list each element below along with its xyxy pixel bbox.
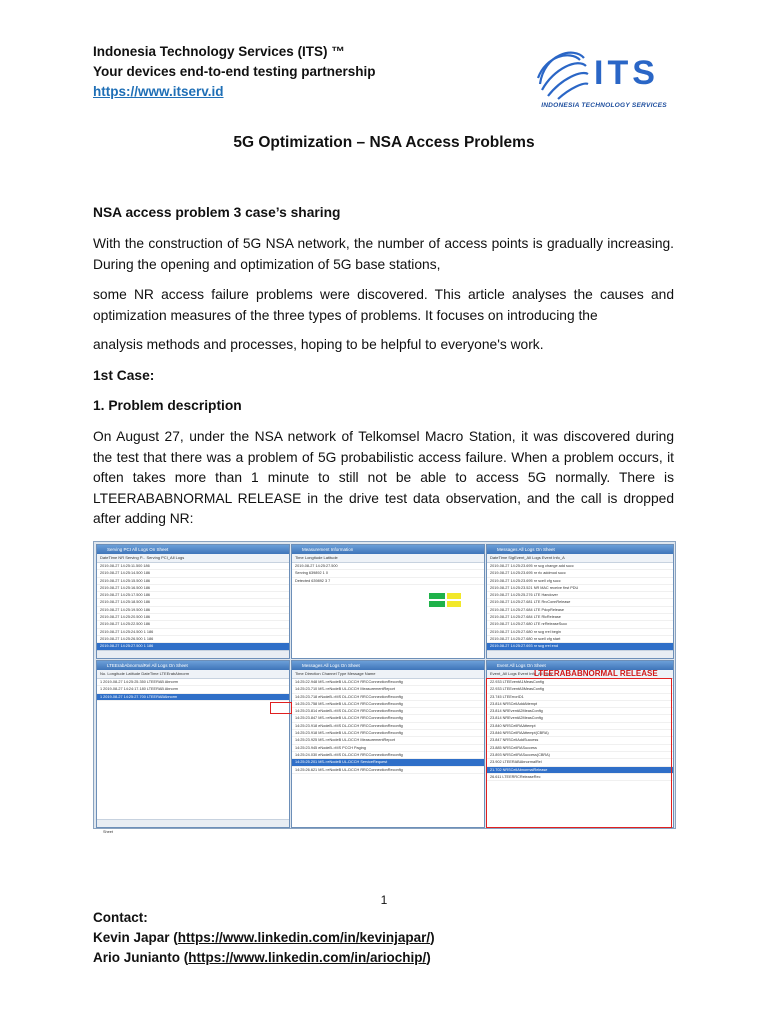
table-row: 2019-08-27 14:25:27.684 LTE RlcRelease (487, 614, 673, 621)
table-row: Detected 639892 3 7 (292, 578, 484, 585)
table-row: 23.846 NRSCellRAAttempt(CBRA) (487, 730, 673, 737)
table-row: 1 2019-08-27 14:25:27.700 LTEERABAbnorm (97, 694, 289, 701)
contact-ario: Ario Junianto (https://www.linkedin.com/in/ariochip/) (93, 950, 431, 965)
pane-sig-events: Messages All Logs On Sheet DateTime SigEvent_All Logs Event Info_A 2019-08-27 14:25:23.695 nr scg change add succ 2019-08-27 14:25:23.695 nr rlc addmod succ 2019-08-27 14:25:23.695 nr scell cfg succ 2019-08-27 14:25:23.521 NR MAC receive first PDU 2019-08-27 14:25:25.276 LTE Handover 2019-08-27 14:25:27.681 LTE RrcConnRelease 2019-08-27 14:25:27.684 LTE PdcpRelease 2019-08-27 14:25:27.684 LTE RlcRelease 2019-08-27 14:25:27.680 LTE nrReleaseSucc 2019-08-27 14:25:27.680 nr scg rrel begin 2019-08-27 14:25:27.680 nr scell cfg start 2019-08-27 14:25:27.693 nr scg rrel end (486, 544, 674, 659)
page-number: 1 (380, 893, 388, 907)
table-row: 26.611 LTEERRCReleaseRec (487, 774, 673, 781)
table-row: 2019-08-27 14:25:25.276 LTE Handover (487, 592, 673, 599)
table-row: 2019-08-27 14:25:17.500 186 (97, 592, 289, 599)
heading-text: NSA access problem 3 case’s sharing (93, 205, 341, 220)
case-text: 1st Case: (93, 368, 155, 383)
table-row: 14:25:23.758 MS->eNodeB UL-DCCH RRCConnectionReconfig (292, 701, 484, 708)
pane-measurement-info: Measurement Information Time Longitude Latitude 2019-08-27 14:25:27.500 Serving 639892 1 0 Detected 639892 3 7 (291, 544, 485, 659)
contact-label: Contact: (93, 910, 148, 925)
table-row: 2019-08-27 14:25:23.521 NR MAC receive first PDU (487, 585, 673, 592)
annotation-box-small (270, 702, 292, 714)
table-row: 2019-08-27 14:25:27.684 LTE PdcpRelease (487, 607, 673, 614)
table-row: 23.893 NRSCellRASuccess(CBRA) (487, 752, 673, 759)
table-row: 23.902 LTEERABAbnormalRel (487, 759, 673, 766)
contact-footer (93, 908, 674, 968)
table-row: 14:25:23.918 eNodeB->MS DL-DCCH RRCConnectionReconfig (292, 723, 484, 730)
table-row: 2019-08-27 14:25:14.500 186 (97, 570, 289, 577)
annotation-label: LTEERABABNORMAL RELEASE (534, 669, 658, 678)
table-row: 23.814 NRSCellAddAttempt (487, 701, 673, 708)
logo-wordmark: ITS (594, 54, 659, 92)
case-label (93, 366, 674, 387)
table-row: 22.933 LTEEventA5MeasConfig (487, 686, 673, 693)
table-row: 14:25:23.918 MS->eNodeB UL-DCCH RRCConnectionReconfig (292, 730, 484, 737)
table-row: 23.885 NRSCellRASuccess (487, 745, 673, 752)
table-row: 23.840 NRSCellRAAttempt (487, 723, 673, 730)
table-row: 1 2019-08-27 14:25:25.350 LTEERAB Abnorm (97, 679, 289, 686)
table-row: 2019-08-27 14:25:23.695 nr rlc addmod succ (487, 570, 673, 577)
page-title: 5G Optimization – NSA Access Problems (233, 134, 535, 151)
table-row: 21.702 NRSCellAbnormalRelease (487, 767, 673, 774)
kevin-linkedin-link[interactable]: https://www.linkedin.com/in/kevinjapar/ (177, 930, 431, 945)
paragraph-text: With the construction of 5G NSA network, the number of access points is gradually increasing. During the opening and optimization of 5G base stations, (93, 236, 674, 272)
drive-test-screenshot (93, 541, 676, 834)
table-row: 2019-08-27 14:25:27.680 nr scell cfg start (487, 636, 673, 643)
table-row: 14:25:23.718 eNodeB->MS DL-DCCH RRCConnectionReconfig (292, 694, 484, 701)
table-row: 14:25:23.945 eNodeB->MS PCCH Paging (292, 745, 484, 752)
table-row: 14:25:24.030 eNodeB->MS DL-DCCH RRCConnectionReconfig (292, 752, 484, 759)
paragraph-methods (93, 335, 674, 356)
paragraph-problems (93, 285, 674, 326)
heading-text: 1. Problem description (93, 398, 242, 413)
table-row: 14:25:25.201 MS->eNodeB UL-DCCH ServiceRequest (292, 759, 484, 766)
table-row: 23.745 LTEErrorID1 (487, 694, 673, 701)
table-row: 2019-08-27 14:25:20.500 186 (97, 614, 289, 621)
paragraph-text: On August 27, under the NSA network of Telkomsel Macro Station, it was discovered during the test that there was a problem of 5G probabilistic access failure. When a problem occurs, it often takes more than 1 minute to still not be able to access 5G normally. There is LTEERABABNORMAL RELEASE in the drive test data observation, and the call is dropped after adding NR: (93, 429, 674, 526)
table-row: 2019-08-27 14:25:27.680 nr scg rrel begin (487, 629, 673, 636)
table-row: 2019-08-27 14:25:27.680 LTE nrReleaseSucc (487, 621, 673, 628)
table-row: 14:25:23.710 MS->eNodeB UL-DCCH MeasurementReport (292, 686, 484, 693)
table-row: 2019-08-27 14:25:27.681 LTE RrcConnRelease (487, 599, 673, 606)
table-row: 2019-08-27 14:25:23.695 nr scell cfg succ (487, 578, 673, 585)
table-row: 23.814 NREventA2MeasConfig (487, 715, 673, 722)
table-row: Serving 639892 1 0 (292, 570, 484, 577)
company-tagline: Your devices end-to-end testing partnership (93, 64, 376, 79)
table-row: 2019-08-27 14:25:18.500 186 (97, 599, 289, 606)
annotation-box (486, 678, 672, 828)
pane-events: Event All Logs On Sheet Event_All Logs Event Info_All Logs 22.933 LTEEventA1MeasConfig 22.933 LTEEventA5MeasConfig 23.745 LTEErrorID1 23.814 NRSCellAddAttempt 23.814 NREventA2MeasConfig 23.814 NREventA2MeasConfig 23.840 NRSCellRAAttempt 23.846 NRSCellRAAttempt(CBRA) 23.847 NRSCellAddSuccess 23.885 NRSCellRASuccess 23.893 NRSCellRASuccess(CBRA) 23.902 LTEERABAbnormalRel 21.702 NRSCellAbnormalRelease 26.611 LTEERRCReleaseRec (486, 660, 674, 828)
table-row: 2019-08-27 14:25:22.500 186 (97, 621, 289, 628)
table-row: 14:25:26.621 MS->eNodeB UL-DCCH RRCConnectionReconfig (292, 767, 484, 774)
table-row: 14:25:23.847 MS->eNodeB UL-DCCH RRCConnectionReconfig (292, 715, 484, 722)
table-row: 23.814 NREventA2MeasConfig (487, 708, 673, 715)
pane-serving-pci: Serving PCI All Logs On Sheet DateTime NR Serving P... Serving PCI_All Logs 2019-08-27 14:25:11.500 186 2019-08-27 14:25:14.500 186 2019-08-27 14:25:15.500 186 2019-08-27 14:25:16.500 186 2019-08-27 14:25:17.500 186 2019-08-27 14:25:18.500 186 2019-08-27 14:25:19.500 186 2019-08-27 14:25:20.500 186 2019-08-27 14:25:22.500 186 2019-08-27 14:25:24.500 1 186 2019-08-27 14:25:26.500 1 186 2019-08-27 14:25:27.500 1 186 (96, 544, 290, 659)
table-row: 1 2019-08-27 14:24:17.180 LTEERAB Abnorm (97, 686, 289, 693)
pane-messages: Messages All Logs On Sheet Time Direction Channel Type Message Name 14:25:22.948 MS->eNodeB UL-DCCH RRCConnectionReconfig 14:25:23.710 MS->eNodeB UL-DCCH MeasurementReport 14:25:23.718 eNodeB->MS DL-DCCH RRCConnectionReconfig 14:25:23.758 MS->eNodeB UL-DCCH RRCConnectionReconfig 14:25:23.814 eNodeB->MS DL-DCCH RRCConnectionReconfig 14:25:23.847 MS->eNodeB UL-DCCH RRCConnectionReconfig 14:25:23.918 eNodeB->MS DL-DCCH RRCConnectionReconfig 14:25:23.918 MS->eNodeB UL-DCCH RRCConnectionReconfig 14:25:23.925 MS->eNodeB UL-DCCH MeasurementReport 14:25:23.945 eNodeB->MS PCCH Paging 14:25:24.030 eNodeB->MS DL-DCCH RRCConnectionReconfig 14:25:25.201 MS->eNodeB UL-DCCH ServiceRequest 14:25:26.621 MS->eNodeB UL-DCCH RRCConnectionReconfig (291, 660, 485, 828)
section-heading-problem (93, 396, 674, 417)
company-website-link[interactable]: https://www.itserv.id (93, 84, 224, 99)
table-row: 2019-08-27 14:25:26.500 1 186 (97, 636, 289, 643)
ario-linkedin-link[interactable]: https://www.linkedin.com/in/ariochip/ (188, 950, 427, 965)
table-row: 2019-08-27 14:25:11.500 186 (97, 563, 289, 570)
table-row: 22.933 LTEEventA1MeasConfig (487, 679, 673, 686)
table-row: 2019-08-27 14:25:27.500 (292, 563, 484, 570)
section-heading-nsa (93, 203, 674, 224)
logo-subtitle: INDONESIA TECHNOLOGY SERVICES (541, 102, 667, 109)
table-row: 2019-08-27 14:25:23.695 nr scg change add succ (487, 563, 673, 570)
contact-kevin: Kevin Japar (https://www.linkedin.com/in/kevinjapar/) (93, 930, 435, 945)
table-row: 2019-08-27 14:25:16.500 186 (97, 585, 289, 592)
paragraph-case-description (93, 427, 674, 530)
table-row: 14:25:23.814 eNodeB->MS DL-DCCH RRCConnectionReconfig (292, 708, 484, 715)
pane-erab-abnormal: LTEErabAbnormalRel All Logs On Sheet No. Longitude Latitude DateTime LTEErabAbnorm 1 2019-08-27 14:25:25.350 LTEERAB Abnorm 1 2019-08-27 14:24:17.180 LTEERAB Abnorm 1 2019-08-27 14:25:27.700 LTEERABAbnorm Sheet (96, 660, 290, 828)
table-row: 2019-08-27 14:25:19.500 186 (97, 607, 289, 614)
paragraph-text: some NR access failure problems were discovered. This article analyses the causes and optimization measures of the three types of problems. It focuses on introducing the (93, 287, 674, 323)
paragraph-text: analysis methods and processes, hoping to be helpful to everyone's work. (93, 337, 544, 352)
its-logo (534, 44, 674, 114)
document-header (93, 42, 513, 102)
table-row: 2019-08-27 14:25:15.500 186 (97, 578, 289, 585)
globe-icon (534, 44, 674, 102)
table-row: 2019-08-27 14:25:27.693 nr scg rrel end (487, 643, 673, 650)
table-row: 14:25:23.925 MS->eNodeB UL-DCCH MeasurementReport (292, 737, 484, 744)
company-name: Indonesia Technology Services (ITS) ™ (93, 44, 345, 59)
table-row: 14:25:22.948 MS->eNodeB UL-DCCH RRCConnectionReconfig (292, 679, 484, 686)
table-row: 23.847 NRSCellAddSuccess (487, 737, 673, 744)
table-row: 2019-08-27 14:25:24.500 1 186 (97, 629, 289, 636)
table-row: 2019-08-27 14:25:27.500 1 186 (97, 643, 289, 650)
paragraph-intro (93, 234, 674, 275)
